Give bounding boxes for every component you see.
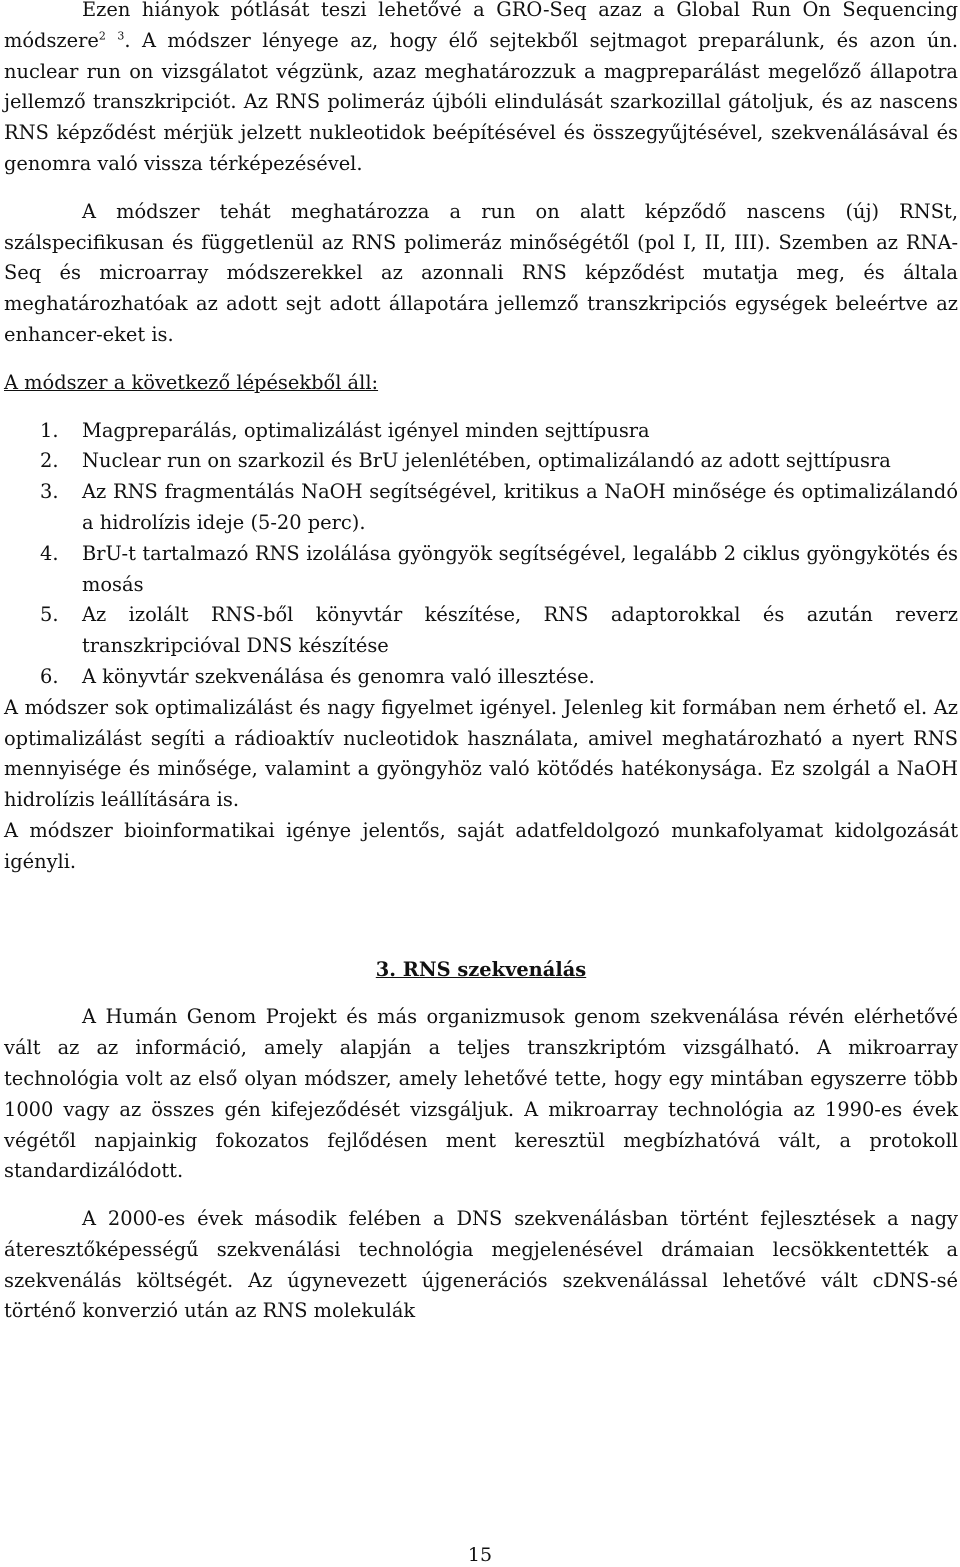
paragraph-gro-seq-text-b: . A módszer lényege az, hogy élő sejtekből sejtmagot preparálunk, és azon ún. nuclear run on vizsgálatot végzünk, azaz meghatározzuk a magpreparálást megelőző állapotra jellemző transzkripciót. Az RNS polimeráz újbóli elindulását szarkozillal gátoljuk, és az nascens RNS képződést mérjük jelzett nukleotidok beépítésével és összegyűjtésével, szekvenálásával és genomra való vissza térképezésével. (4, 28, 959, 175)
list-item (4, 446, 958, 477)
list-item-number: 3. (40, 480, 59, 504)
paragraph-human-genome: A Humán Genom Projekt és más organizmusok genom szekvenálása révén elérhetővé vált az az információ, amely alapján a teljes transzkriptóm vizsgálható. A mikroarray technológia volt az első olyan módszer, amely lehetővé tette, hogy egy mintában egyszerre több 1000 vagy az összes gén kifejeződését vizsgáljuk. A mikroarray technológia az 1990-es évek végétől napjainkig fokozatos fejlődésen ment keresztül megbízhatóvá vált, a protokoll standardizálódott. (4, 1005, 958, 1183)
list-item-number: 6. (40, 664, 59, 688)
spacer (4, 351, 958, 368)
list-item-text: Magpreparálás, optimalizálást igényel minden sejttípusra (82, 418, 650, 442)
list-item-text: Az izolált RNS-ből könyvtár készítése, RNS adaptorokkal és azután reverz transzkripcióval DNS készítése (82, 603, 958, 658)
paragraph-gro-seq-text-a: Ezen hiányok pótlását teszi lehetővé a GRO-Seq azaz a Global Run On Sequencing módszere (4, 0, 958, 52)
list-item-number: 4. (40, 541, 59, 565)
page-number: 15 (467, 1544, 493, 1566)
footnote-ref-2: 2 (98, 29, 106, 43)
steps-heading (4, 368, 958, 399)
section-heading: 3. RNS szekvenálás (375, 957, 587, 981)
text-column (4, 0, 958, 1327)
list-item (4, 539, 958, 601)
spacer (4, 180, 958, 197)
list-item-text: Nuclear run on szarkozil és BrU jelenlétében, optimalizálandó az adott sejttípusra (82, 449, 891, 473)
steps-heading-text: A módszer a következő lépésekből áll: (4, 370, 379, 394)
list-item (4, 416, 958, 447)
list-item-number: 2. (40, 449, 59, 473)
list-item-text: A könyvtár szekvenálása és genomra való illesztése. (82, 664, 595, 688)
list-item (4, 600, 958, 662)
list-item-text: BrU-t tartalmazó RNS izolálása gyöngyök segítségével, legalább 2 ciklus gyöngykötés és mosás (82, 541, 958, 596)
list-item-number: 5. (40, 603, 59, 627)
paragraph-optimization: A módszer sok optimalizálást és nagy figyelmet igényel. Jelenleg kit formában nem érhető el. Az optimalizálást segíti a rádioaktív nucleotidok használata, amivel meghatározható a nyert RNS mennyisége és minősége, valamint a gyöngyhöz való kötődés hatékonysága. Ez szolgál a NaOH hidrolízis leállítására is. (4, 695, 958, 812)
spacer (4, 985, 958, 1002)
steps-list (4, 416, 958, 693)
list-item (4, 477, 958, 539)
paragraph-2000s-sequencing: A 2000-es évek második felében a DNS szekvenálásban történt fejlesztések a nagy áteresztőképességű szekvenálási technológia megjelenésével drámaian lecsökkentették a szekvenálás költségét. Az úgynevezett újgenerációs szekvenálással lehetővé vált cDNS-sé történő konverzió után az RNS molekulák (4, 1207, 958, 1323)
paragraph-gro-seq (4, 0, 958, 180)
spacer (4, 1187, 958, 1204)
paragraph-method-summary: A módszer tehát meghatározza a run on alatt képződő nascens (új) RNSt, szálspecifikusan és függetlenül az RNS polimeráz minőségétől (pol I, II, III). Szemben az RNA-Seq és microarray módszerekkel az azonnali RNS képződést mutatja meg, és általa meghatározhatóak az adott sejt adott állapotára jellemző transzkripciós egységek beleértve az enhancer-eket is. (4, 199, 958, 346)
spacer (4, 399, 958, 416)
footnote-ref-3: 3 (117, 29, 125, 43)
paragraph-bioinformatics: A módszer bioinformatikai igénye jelentős, saját adatfeldolgozó munkafolyamat kidolgozását igényli. (4, 818, 958, 873)
list-item-text: Az RNS fragmentálás NaOH segítségével, kritikus a NaOH minősége és optimalizálandó a hidrolízis ideje (5-20 perc). (82, 480, 958, 534)
spacer (4, 878, 958, 955)
list-item (4, 662, 958, 693)
list-item-number: 1. (40, 418, 59, 442)
